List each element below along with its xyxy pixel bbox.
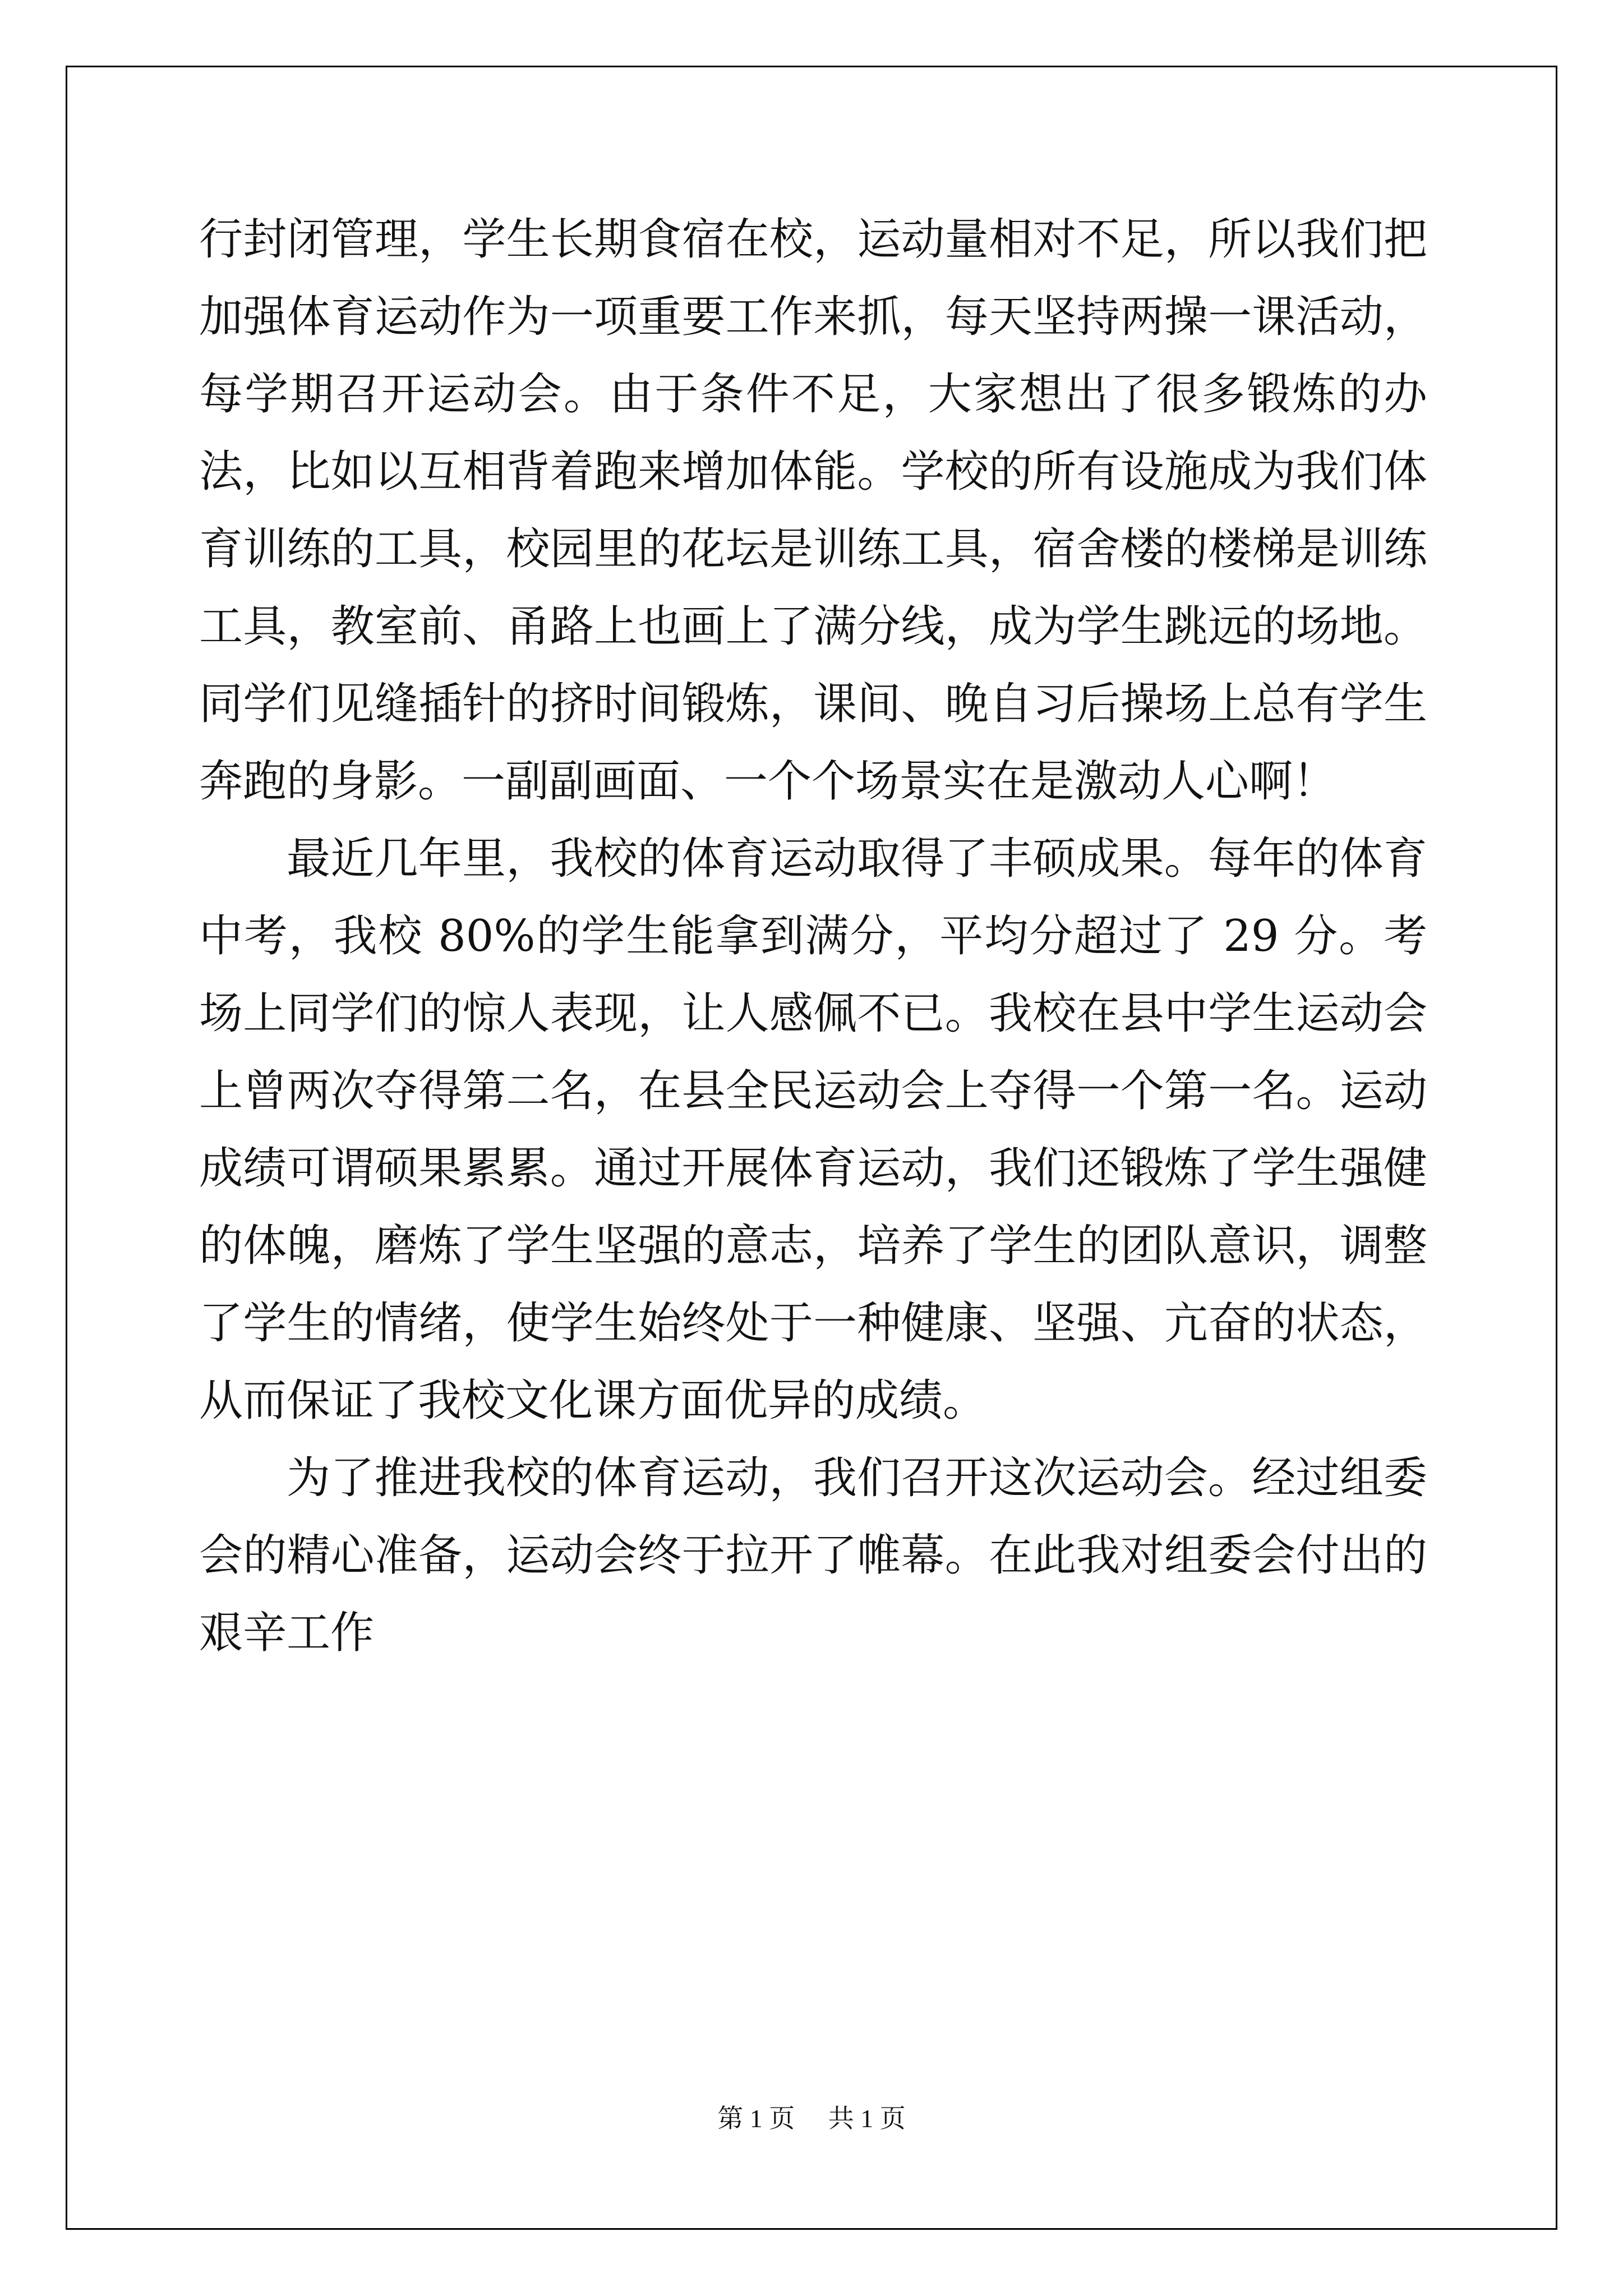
paragraph-3: 为了推进我校的体育运动，我们召开这次运动会。经过组委会的精心准备，运动会终于拉开了帷幕。在此我对组委会付出的艰辛工作 bbox=[199, 1453, 1427, 1658]
page-number: 第 1 页 bbox=[717, 2104, 795, 2133]
page-footer bbox=[0, 2098, 1623, 2135]
paragraph-2: 最近几年里，我校的体育运动取得了丰硕成果。每年的体育中考，我校 80%的学生能拿到满分，平均分超过了 29 分。考场上同学们的惊人表现，让人感佩不已。我校在县中学生运动会上曾两次夺得第二名，在县全民运动会上夺得一个第一名。运动成绩可谓硕果累累。通过开展体育运动，我们还锻炼了学生强健的体魄，磨炼了学生坚强的意志，培养了学生的团队意识，调整了学生的情绪，使学生始终处于一种健康、坚强、亢奋的状态，从而保证了我校文化课方面优异的成绩。 bbox=[199, 834, 1427, 1426]
page-total: 共 1 页 bbox=[828, 2104, 906, 2133]
paragraph-1: 行封闭管理，学生长期食宿在校，运动量相对不足，所以我们把加强体育运动作为一项重要工作来抓，每天坚持两操一课活动，每学期召开运动会。由于条件不足，大家想出了很多锻炼的办法，比如以互相背着跑来增加体能。学校的所有设施成为我们体育训练的工具，校园里的花坛是训练工具，宿舍楼的楼梯是训练工具，教室前、甬路上也画上了满分线，成为学生跳远的场地。同学们见缝插针的挤时间锻炼，课间、晚自习后操场上总有学生奔跑的身影。一副副画面、一个个场景实在是激动人心啊！ bbox=[199, 214, 1427, 807]
document-body bbox=[199, 201, 1427, 1672]
